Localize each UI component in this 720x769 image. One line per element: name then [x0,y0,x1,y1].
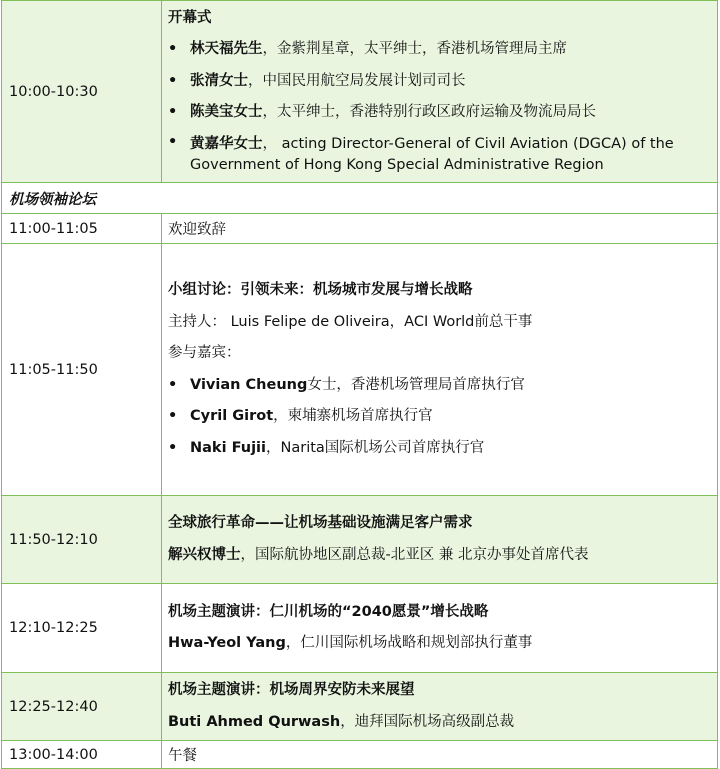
agenda-row-incheon [2,584,718,673]
content-cell: 午餐 [162,741,718,769]
content-cell: 欢迎致辞 [162,214,718,244]
session-title: 小组讨论：引领未来：机场城市发展与增长战略 [168,282,473,298]
speaker-item [168,370,713,402]
speaker-desc: ，中国民用航空局发展计划司司长 [248,72,466,89]
speaker-name: 解兴权博士 [168,546,241,563]
speaker-desc: ，仁川国际机场战略和规划部执行董事 [285,635,533,651]
speaker-desc: ， acting Director-General of Civil Aviation (DGCA) of the Government of Hong Kong Special Administrative Region [190,135,674,173]
time-cell: 11:05-11:50 [2,244,162,496]
session-title: 开幕式 [168,9,212,26]
time-cell: 11:50-12:10 [2,496,162,584]
speaker-name: Naki Fujii [190,439,266,456]
speaker-item [168,433,713,465]
speaker-item [168,34,713,66]
time-cell: 12:10-12:25 [2,584,162,673]
agenda-row-lunch [2,741,718,769]
session-title: 机场主题演讲：仁川机场的“2040愿景”增长战略 [168,603,489,620]
speaker-name: Cyril Girot [190,408,274,424]
content-cell [162,1,718,183]
bullet-icon: • [168,104,178,120]
speaker-name: 黄嘉华女士 [190,135,263,152]
speaker-name: Buti Ahmed Qurwash [168,713,341,730]
bullet-icon: • [168,72,178,89]
speaker-desc: ，金紫荆星章，太平绅士，香港机场管理局主席 [262,41,567,57]
time-cell: 12:25-12:40 [2,673,162,741]
content-cell [162,673,718,741]
agenda-row-travel-revolution [2,496,718,584]
section-title: 机场领袖论坛 [2,183,718,214]
time-cell: 13:00-14:00 [2,741,162,769]
speaker-desc: ，迪拜国际机场高级副总裁 [340,713,515,730]
speaker-item [168,129,713,181]
speaker-name: Vivian Cheung [190,376,308,393]
content-cell [162,584,718,673]
agenda-table [1,0,718,769]
speaker-line [168,707,713,739]
speaker-name: 林天福先生 [190,41,263,57]
session-title: 全球旅行革命——让机场基础设施满足客户需求 [168,515,473,531]
panel-label: 参与嘉宾： [168,345,241,361]
agenda-row-perimeter-security [2,673,718,741]
speaker-name: Hwa-Yeol Yang [168,635,286,651]
speaker-desc: ，柬埔寨机场首席执行官 [273,408,433,424]
bullet-icon: • [168,133,178,150]
speaker-item [168,97,713,129]
bullet-icon: • [168,376,178,393]
speaker-item [168,66,713,98]
time-cell: 10:00-10:30 [2,1,162,183]
speaker-desc: 女士，香港机场管理局首席执行官 [307,376,525,393]
bullet-icon: • [168,41,178,57]
agenda-row-panel [2,244,718,496]
agenda-row-opening [2,1,718,183]
speaker-name: 陈美宝女士 [190,104,263,120]
speaker-name: 张清女士 [190,72,248,89]
agenda-row-welcome [2,214,718,244]
speaker-item [168,401,713,433]
speaker-desc: ，Narita国际机场公司首席执行官 [266,439,485,456]
content-cell [162,244,718,496]
speaker-desc: ，国际航协地区副总裁-北亚区 兼 北京办事处首席代表 [240,546,589,563]
bullet-icon: • [168,439,178,456]
time-cell: 11:00-11:05 [2,214,162,244]
content-cell [162,496,718,584]
section-row [2,183,718,214]
bullet-icon: • [168,408,178,424]
speaker-line [168,540,713,572]
speaker-desc: ，太平绅士，香港特别行政区政府运输及物流局局长 [262,104,596,120]
moderator-line: 主持人： Luis Felipe de Oliveira，ACI World前总干事 [168,313,533,330]
session-title: 机场主题演讲：机场周界安防未来展望 [168,682,415,698]
speaker-line [168,628,713,660]
